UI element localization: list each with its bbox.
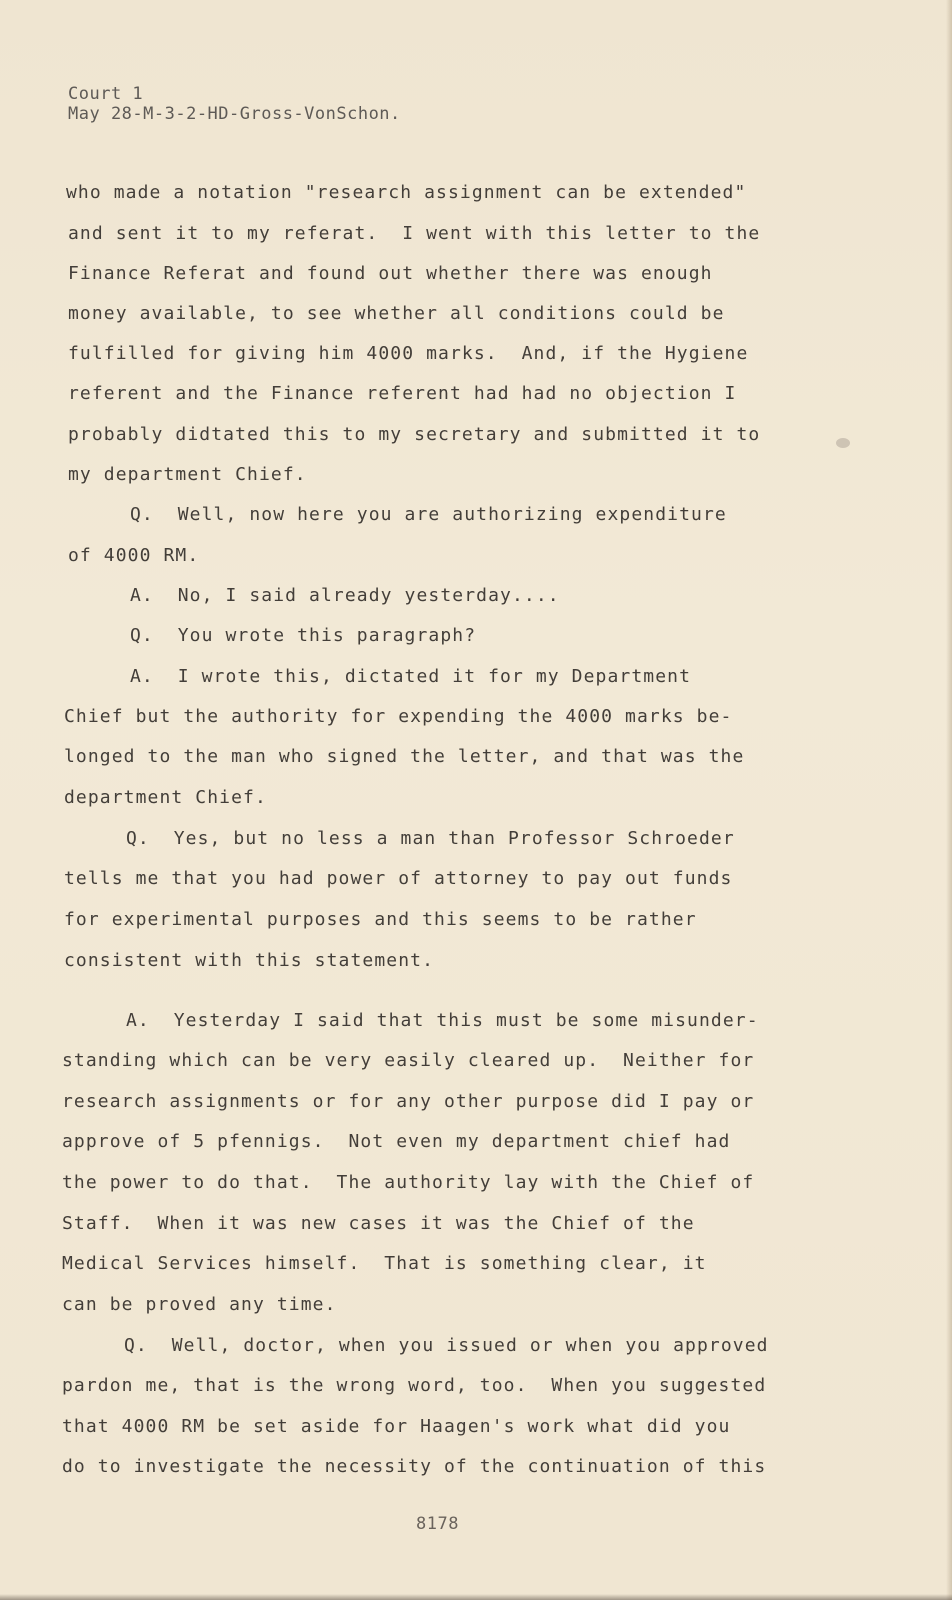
body-line: of 4000 RM.	[68, 545, 200, 566]
body-line: A. I wrote this, dictated it for my Department	[130, 666, 692, 687]
body-line: for experimental purposes and this seems to be rather	[64, 909, 697, 930]
body-line: Staff. When it was new cases it was the Chief of the	[62, 1213, 695, 1234]
body-line: tells me that you had power of attorney to pay out funds	[64, 868, 733, 889]
header-court: Court 1	[68, 84, 144, 104]
body-line: A. Yesterday I said that this must be some misunder-	[126, 1010, 759, 1031]
header-reference: May 28-M-3-2-HD-Gross-VonSchon.	[68, 104, 401, 124]
body-line: Q. Well, now here you are authorizing expenditure	[130, 504, 727, 525]
body-line: Q. Well, doctor, when you issued or when you approved	[124, 1335, 769, 1356]
body-line: the power to do that. The authority lay with the Chief of	[62, 1172, 755, 1193]
body-line: pardon me, that is the wrong word, too. When you suggested	[62, 1375, 767, 1396]
page-edge-right	[946, 0, 952, 1600]
body-line: referent and the Finance referent had had no objection I	[68, 383, 737, 404]
body-line: can be proved any time.	[62, 1294, 337, 1315]
body-line: research assignments or for any other purpose did I pay or	[62, 1091, 755, 1112]
body-line: standing which can be very easily cleared up. Neither for	[62, 1050, 755, 1071]
body-line: Medical Services himself. That is something clear, it	[62, 1253, 707, 1274]
ink-smudge	[836, 438, 850, 448]
body-line: approve of 5 pfennigs. Not even my department chief had	[62, 1131, 731, 1152]
body-line: Q. Yes, but no less a man than Professor Schroeder	[126, 828, 735, 849]
body-line: longed to the man who signed the letter, and that was the	[64, 746, 745, 767]
body-line: probably didtated this to my secretary and submitted it to	[68, 424, 761, 445]
body-line: Finance Referat and found out whether there was enough	[68, 263, 713, 284]
body-line: Chief but the authority for expending the 4000 marks be-	[64, 706, 733, 727]
body-line: money available, to see whether all conditions could be	[68, 303, 725, 324]
body-line: fulfilled for giving him 4000 marks. And, if the Hygiene	[68, 343, 749, 364]
body-line: department Chief.	[64, 787, 267, 808]
body-line: that 4000 RM be set aside for Haagen's work what did you	[62, 1416, 731, 1437]
body-line: A. No, I said already yesterday....	[130, 585, 560, 606]
body-line: my department Chief.	[68, 464, 307, 485]
page-edge-bottom	[0, 1594, 952, 1600]
body-line: do to investigate the necessity of the continuation of this	[62, 1456, 767, 1477]
body-line: Q. You wrote this paragraph?	[130, 625, 477, 646]
page-number: 8178	[416, 1514, 459, 1534]
document-header	[68, 84, 401, 124]
body-line: who made a notation "research assignment can be extended"	[66, 182, 747, 203]
body-line: consistent with this statement.	[64, 950, 435, 971]
body-line: and sent it to my referat. I went with this letter to the	[68, 223, 761, 244]
